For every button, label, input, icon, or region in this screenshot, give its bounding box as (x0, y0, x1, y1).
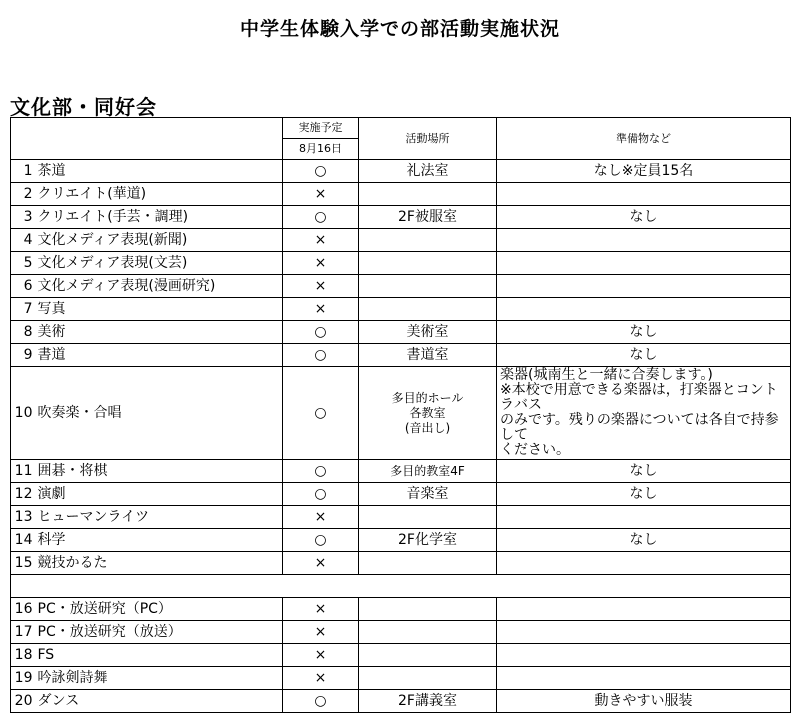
activity-place (359, 229, 497, 252)
activity-place: 2F化学室 (359, 529, 497, 552)
prep-note-line: のみです。残りの楽器については各自で持参して (500, 412, 779, 443)
club-name: FS (35, 644, 283, 667)
table-row (11, 506, 791, 529)
row-number: 1 (11, 160, 35, 183)
row-number: 18 (11, 644, 35, 667)
activity-place: 書道室 (359, 344, 497, 367)
activity-place (359, 367, 497, 460)
row-number: 5 (11, 252, 35, 275)
row-number: 6 (11, 275, 35, 298)
table-row (11, 667, 791, 690)
schedule-mark: ○ (283, 367, 359, 460)
row-number: 8 (11, 321, 35, 344)
prep-note (497, 552, 791, 575)
row-number: 12 (11, 483, 35, 506)
prep-note: なし※定員15名 (497, 160, 791, 183)
separator-row (11, 575, 791, 598)
club-name: PC・放送研究（放送） (35, 621, 283, 644)
activity-place-line: (音出し) (404, 420, 451, 435)
schedule-mark: ○ (283, 206, 359, 229)
club-name: 吟詠剣詩舞 (35, 667, 283, 690)
schedule-mark: × (283, 506, 359, 529)
prep-note: なし (497, 460, 791, 483)
schedule-mark: ○ (283, 460, 359, 483)
club-name: PC・放送研究（PC） (35, 598, 283, 621)
club-name: 文化メディア表現(文芸) (35, 252, 283, 275)
header-prep-label: 準備物など (497, 118, 791, 160)
schedule-mark: × (283, 621, 359, 644)
club-name: ヒューマンライツ (35, 506, 283, 529)
schedule-mark: × (283, 644, 359, 667)
row-number: 4 (11, 229, 35, 252)
prep-note (497, 621, 791, 644)
document-title: 中学生体験入学での部活動実施状況 (239, 18, 560, 40)
activity-place (359, 298, 497, 321)
schedule-mark: ○ (283, 529, 359, 552)
schedule-mark: × (283, 598, 359, 621)
activity-place-line: 各教室 (409, 405, 446, 420)
table-row (11, 183, 791, 206)
row-number: 19 (11, 667, 35, 690)
prep-note-line: ※本校で用意できる楽器は，打楽器とコントラバス (500, 382, 778, 413)
row-number: 14 (11, 529, 35, 552)
prep-note (497, 367, 791, 460)
table-row (11, 160, 791, 183)
club-name: 写真 (35, 298, 283, 321)
club-name: クリエイト(華道) (35, 183, 283, 206)
activity-place-line: 多目的ホール (391, 390, 464, 405)
row-number: 13 (11, 506, 35, 529)
table-row (11, 598, 791, 621)
table-row (11, 529, 791, 552)
table-row (11, 252, 791, 275)
schedule-mark: × (283, 298, 359, 321)
schedule-mark: × (283, 667, 359, 690)
table-row (11, 206, 791, 229)
club-name: 演劇 (35, 483, 283, 506)
table-row (11, 690, 791, 713)
header-schedule-label: 実施予定 (283, 118, 359, 139)
row-number: 16 (11, 598, 35, 621)
club-name: ダンス (35, 690, 283, 713)
table-row (11, 552, 791, 575)
activity-table (10, 117, 791, 713)
table-row (11, 275, 791, 298)
prep-note (497, 275, 791, 298)
prep-note-line: 楽器(城南生と一緒に合奏します。) (500, 367, 713, 383)
table-row (11, 298, 791, 321)
activity-place (359, 667, 497, 690)
club-name: 書道 (35, 344, 283, 367)
prep-note (497, 506, 791, 529)
schedule-mark: ○ (283, 483, 359, 506)
section-title: 文化部・同好会 (10, 95, 157, 119)
row-number: 7 (11, 298, 35, 321)
row-number: 2 (11, 183, 35, 206)
row-number: 10 (11, 367, 35, 460)
schedule-mark: × (283, 275, 359, 298)
schedule-mark: × (283, 252, 359, 275)
prep-note (497, 667, 791, 690)
club-name: 文化メディア表現(漫画研究) (35, 275, 283, 298)
prep-note: なし (497, 483, 791, 506)
header-blank-cell (11, 118, 283, 160)
table-row (11, 344, 791, 367)
row-number: 17 (11, 621, 35, 644)
separator-cell (11, 575, 791, 598)
club-name: 囲碁・将棋 (35, 460, 283, 483)
header-row-top (11, 118, 791, 139)
club-name: 文化メディア表現(新聞) (35, 229, 283, 252)
activity-place (359, 183, 497, 206)
club-name: 競技かるた (35, 552, 283, 575)
table-row (11, 460, 791, 483)
prep-note (497, 298, 791, 321)
prep-note: なし (497, 529, 791, 552)
prep-note: なし (497, 344, 791, 367)
prep-note-line: ください。 (500, 442, 570, 458)
row-number: 11 (11, 460, 35, 483)
activity-place: 多目的教室4F (359, 460, 497, 483)
activity-place: 2F講義室 (359, 690, 497, 713)
schedule-mark: ○ (283, 690, 359, 713)
prep-note: 動きやすい服装 (497, 690, 791, 713)
row-number: 20 (11, 690, 35, 713)
header-schedule-date: 8月16日 (283, 139, 359, 160)
club-name: 吹奏楽・合唱 (35, 367, 283, 460)
prep-note: なし (497, 321, 791, 344)
club-name: 茶道 (35, 160, 283, 183)
activity-place (359, 598, 497, 621)
row-number: 9 (11, 344, 35, 367)
schedule-mark: ○ (283, 344, 359, 367)
prep-note (497, 598, 791, 621)
prep-note (497, 183, 791, 206)
club-name: クリエイト(手芸・調理) (35, 206, 283, 229)
table-row (11, 367, 791, 460)
table-row (11, 621, 791, 644)
schedule-mark: × (283, 183, 359, 206)
table-row (11, 483, 791, 506)
table-row (11, 321, 791, 344)
schedule-mark: × (283, 552, 359, 575)
activity-place (359, 275, 497, 298)
activity-place (359, 644, 497, 667)
prep-note (497, 229, 791, 252)
activity-place: 美術室 (359, 321, 497, 344)
header-place-label: 活動場所 (359, 118, 497, 160)
schedule-mark: ○ (283, 321, 359, 344)
row-number: 15 (11, 552, 35, 575)
activity-place (359, 621, 497, 644)
club-name: 美術 (35, 321, 283, 344)
activity-place: 礼法室 (359, 160, 497, 183)
schedule-mark: ○ (283, 160, 359, 183)
activity-place (359, 252, 497, 275)
club-name: 科学 (35, 529, 283, 552)
prep-note (497, 252, 791, 275)
row-number: 3 (11, 206, 35, 229)
activity-place: 2F被服室 (359, 206, 497, 229)
table-row (11, 644, 791, 667)
prep-note: なし (497, 206, 791, 229)
table-row (11, 229, 791, 252)
activity-place: 音楽室 (359, 483, 497, 506)
prep-note (497, 644, 791, 667)
schedule-mark: × (283, 229, 359, 252)
activity-place (359, 552, 497, 575)
activity-place (359, 506, 497, 529)
